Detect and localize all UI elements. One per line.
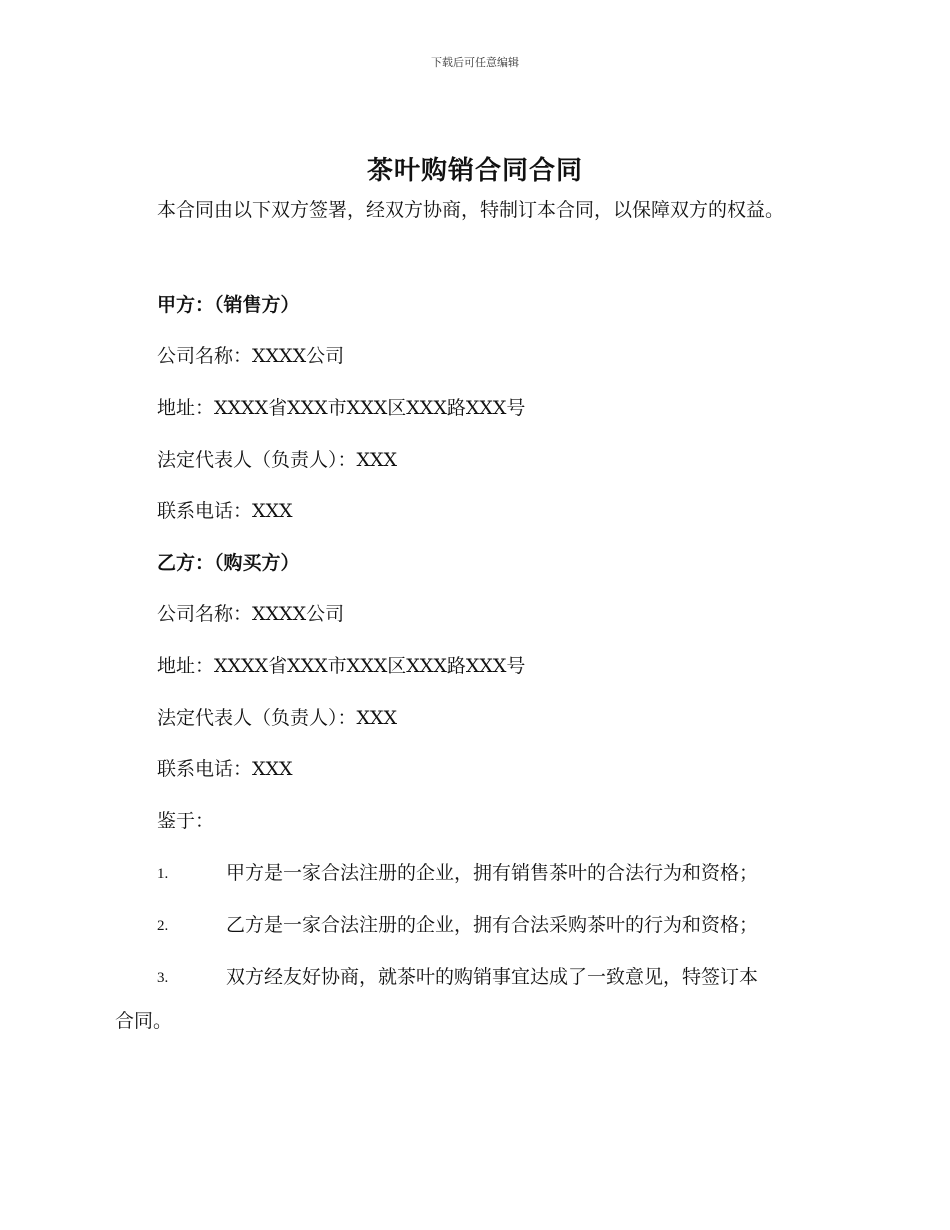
whereas-item-number: 1. — [157, 866, 169, 882]
party-a-heading: 甲方：（销售方） — [157, 294, 300, 316]
party-b-legal-rep: 法定代表人（负责人）：XXX — [157, 707, 398, 729]
whereas-item-text: 双方经友好协商，就茶叶的购销事宜达成了一致意见，特签订本 — [226, 966, 759, 988]
whereas-item-text-continuation: 合同。 — [115, 1010, 173, 1032]
party-b-phone: 联系电话：XXX — [157, 758, 293, 780]
whereas-item-number: 2. — [157, 918, 169, 934]
party-a-legal-rep: 法定代表人（负责人）：XXX — [157, 449, 398, 471]
document-title: 茶叶购销合同合同 — [366, 156, 583, 186]
party-a-phone: 联系电话：XXX — [157, 500, 293, 522]
whereas-item-text: 甲方是一家合法注册的企业，拥有销售茶叶的合法行为和资格； — [226, 862, 759, 884]
intro-paragraph: 本合同由以下双方签署，经双方协商，特制订本合同，以保障双方的权益。 — [157, 199, 785, 221]
party-a-address: 地址：XXXX省XXX市XXX区XXX路XXX号 — [157, 397, 526, 419]
whereas-label: 鉴于： — [157, 810, 215, 832]
header-note: 下载后可任意编辑 — [431, 56, 519, 69]
whereas-item-number: 3. — [157, 970, 169, 986]
party-b-heading: 乙方：（购买方） — [157, 552, 300, 574]
party-b-company: 公司名称：XXXX公司 — [157, 603, 345, 625]
party-a-company: 公司名称：XXXX公司 — [157, 345, 345, 367]
party-b-address: 地址：XXXX省XXX市XXX区XXX路XXX号 — [157, 655, 526, 677]
whereas-item-text: 乙方是一家合法注册的企业，拥有合法采购茶叶的行为和资格； — [226, 914, 759, 936]
